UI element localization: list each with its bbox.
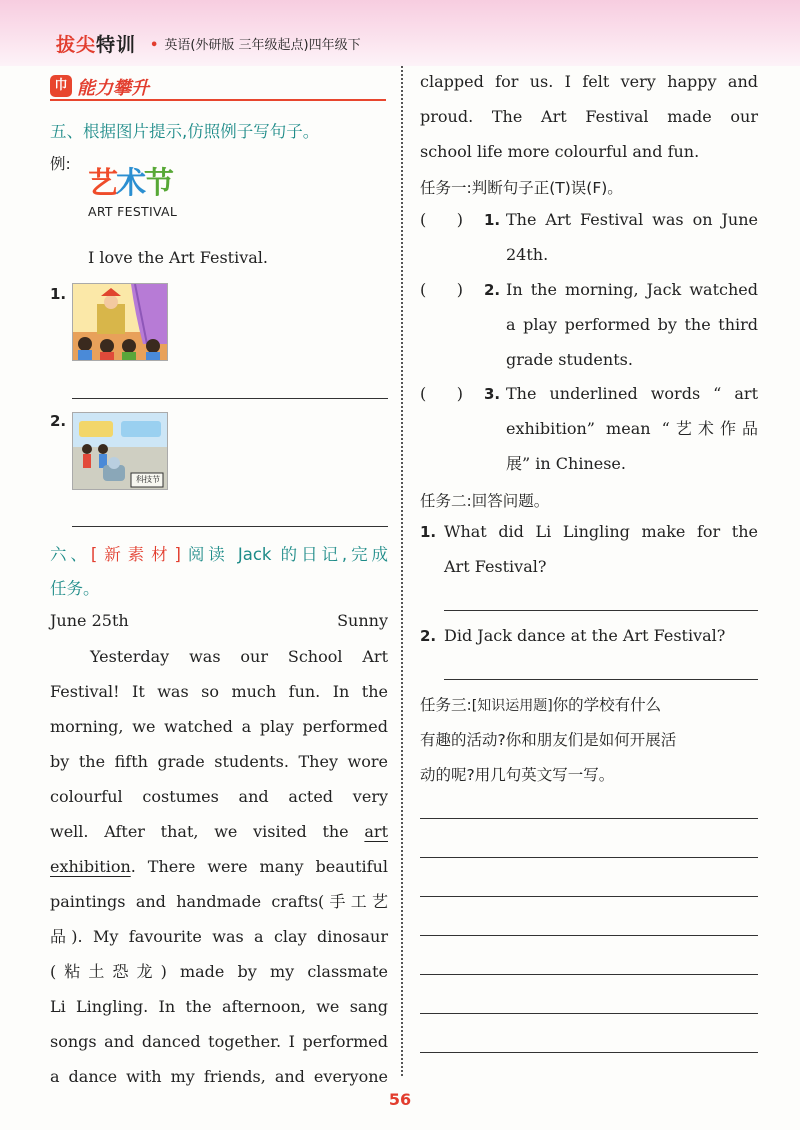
task2-q2-answer-line[interactable]: [444, 679, 758, 680]
diary-line-exhibition: [50, 857, 388, 877]
section-badge-icon: 巾: [50, 75, 72, 97]
diary-line: Festival! It was so much fun. In the: [50, 682, 388, 701]
page-header: [0, 0, 800, 66]
page-number: 56: [388, 1090, 412, 1109]
diary-line: proud. The Art Festival made our: [420, 107, 758, 126]
task1-item-2-line: a play performed by the third: [506, 315, 758, 334]
book-subtitle: [150, 34, 361, 53]
task1-item-3-number: 3.: [484, 385, 501, 403]
answer-bracket[interactable]: ( ): [420, 384, 463, 403]
task3-line-3: 动的呢?用几句英文写一写。: [420, 766, 615, 784]
answer-bracket[interactable]: ( ): [420, 280, 463, 299]
book-subtitle-text: 英语(外研版 三年级起点)四年级下: [164, 38, 361, 53]
diary-line: school life more colourful and fun.: [420, 142, 700, 161]
question-5-heading: 五、根据图片提示,仿照例子写句子。: [50, 122, 320, 141]
task2-q1-number: 1.: [420, 523, 437, 541]
writing-line[interactable]: [420, 896, 758, 897]
diary-line: songs and danced together. I performed: [50, 1032, 388, 1051]
task1-item-2-line: In the morning, Jack watched: [506, 280, 758, 299]
q5-item-1-number: 1.: [50, 285, 67, 303]
q6-instruction: 阅读 Jack 的日记,完成: [183, 545, 389, 564]
new-material-tag: [新素材]: [90, 545, 184, 564]
task1-item-2-number: 2.: [484, 281, 501, 299]
diary-line: Li Lingling. In the afternoon, we sang: [50, 997, 388, 1016]
task1-heading: 任务一:判断句子正(T)误(F)。: [420, 179, 623, 197]
brand-title: [56, 30, 136, 57]
task3-line-2: 有趣的活动?你和朋友们是如何开展活: [420, 731, 677, 749]
task2-heading: 任务二:回答问题。: [420, 492, 550, 510]
diary-weather: Sunny: [337, 611, 388, 630]
section-title-text: 能力攀升: [77, 78, 149, 99]
question-6-heading-cont: 任务。: [50, 579, 100, 598]
task1-item-3-line: 展” in Chinese.: [506, 454, 626, 473]
diary-date: June 25th: [50, 611, 129, 630]
underlined-exhibition: exhibition: [50, 857, 131, 876]
question-6-heading: [50, 541, 388, 565]
section-underline: [50, 99, 386, 101]
diary-line: paintings and handmade crafts(手工艺: [50, 892, 388, 911]
task1-item-1-line: 24th.: [506, 245, 549, 264]
writing-line[interactable]: [420, 974, 758, 975]
q5-item-2-number: 2.: [50, 412, 67, 430]
task3-prefix: 任务三:: [420, 696, 472, 714]
diary-line: by the fifth grade students. They wore: [50, 752, 388, 771]
diary-line: Yesterday was our School Art: [90, 647, 388, 666]
task3-heading: [420, 693, 758, 715]
example-sentence: I love the Art Festival.: [88, 248, 268, 267]
knowledge-tag: [知识运用题]: [471, 698, 553, 714]
diary-line-art-text: well. After that, we visited the art: [50, 822, 388, 841]
science-festival-sign: 科技节: [136, 475, 160, 484]
column-divider: [401, 66, 403, 1076]
separator-dot: •: [150, 38, 159, 53]
writing-line[interactable]: [420, 1052, 758, 1053]
diary-line: morning, we watched a play performed: [50, 717, 388, 736]
task2-q2-text: Did Jack dance at the Art Festival?: [444, 626, 726, 645]
picture-play-performance: [72, 283, 168, 361]
logo-en: ART FESTIVAL: [88, 204, 178, 219]
underlined-art: art: [364, 822, 388, 841]
diary-line: clapped for us. I felt very happy and: [420, 72, 758, 91]
diary-line: colourful costumes and acted very: [50, 787, 388, 806]
writing-line[interactable]: [420, 1013, 758, 1014]
task1-item-3-line: The underlined words “ art: [506, 384, 758, 403]
q5-item-2-answer-line[interactable]: [72, 526, 388, 527]
section-title: [50, 74, 386, 102]
writing-line[interactable]: [420, 857, 758, 858]
logo-cn: 艺术节: [88, 166, 172, 201]
task2-q2-number: 2.: [420, 627, 437, 645]
writing-line[interactable]: [420, 935, 758, 936]
task1-item-3-line: exhibition” mean “艺术作品: [506, 419, 758, 438]
diary-line: a dance with my friends, and everyone: [50, 1067, 388, 1086]
answer-bracket[interactable]: ( ): [420, 210, 463, 229]
task1-item-1-number: 1.: [484, 211, 501, 229]
q6-number: 六、: [50, 545, 91, 564]
art-festival-logo: [88, 168, 188, 228]
diary-line: 品). My favourite was a clay dinosaur: [50, 927, 388, 946]
picture-science-festival: [72, 412, 168, 490]
task2-q1-line: Art Festival?: [444, 557, 547, 576]
diary-line-exhibition-text: exhibition. There were many beautiful: [50, 857, 388, 876]
brand-part1: 拔尖: [56, 34, 97, 56]
task1-item-1-line: The Art Festival was on June: [506, 210, 758, 229]
task2-q1-answer-line[interactable]: [444, 610, 758, 611]
q5-item-1-answer-line[interactable]: [72, 398, 388, 399]
play-scene-illustration: [73, 284, 168, 361]
writing-line[interactable]: [420, 818, 758, 819]
task3-text: 你的学校有什么: [552, 696, 662, 714]
diary-line-art: [50, 822, 388, 842]
task2-q1-line: What did Li Lingling make for the: [444, 522, 758, 541]
brand-part2: 特训: [96, 34, 137, 56]
example-label: 例:: [50, 155, 71, 173]
task1-item-2-line: grade students.: [506, 350, 633, 369]
diary-line: (粘土恐龙) made by my classmate: [50, 962, 388, 981]
